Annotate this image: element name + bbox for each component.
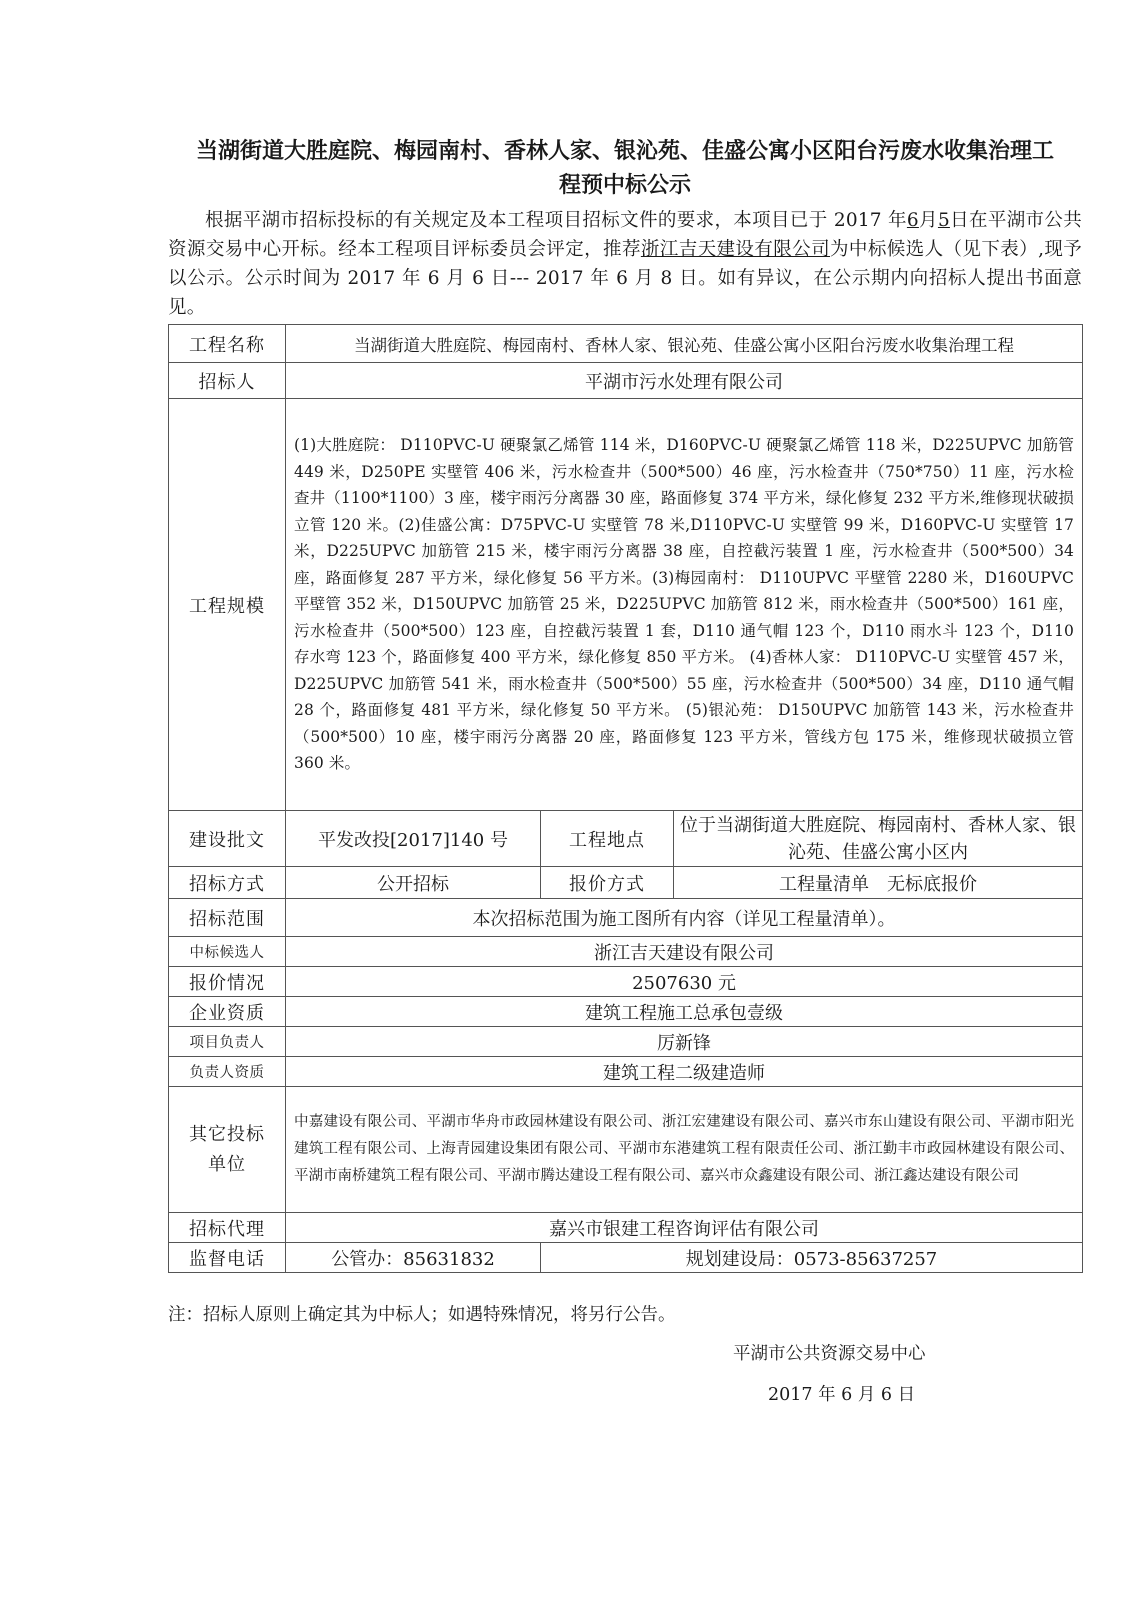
agent-value: 嘉兴市银建工程咨询评估有限公司 [286,1213,1083,1243]
price-label: 报价情况 [169,967,286,997]
row-price [169,967,1083,997]
intro-text-3: 日在平湖市公共资源交易中心开标。经本工程项目评标委员会评定，推荐 [168,210,1082,260]
other-bidders-label-2: 单位 [208,1153,246,1175]
project-name-value: 当湖街道大胜庭院、梅园南村、香林人家、银沁苑、佳盛公寓小区阳台污废水收集治理工程 [286,325,1083,363]
row-project-name [169,325,1083,363]
qualification-label: 企业资质 [169,997,286,1027]
title-line-1: 当湖街道大胜庭院、梅园南村、香林人家、银沁苑、佳盛公寓小区阳台污废水收集治理工 [195,138,1054,164]
scale-label: 工程规模 [169,399,286,811]
price-value: 2507630 元 [286,967,1083,997]
phone-label: 监督电话 [169,1243,286,1273]
intro-text-1: 根据平湖市招标投标的有关规定及本工程项目招标文件的要求，本项目已于 2017 年 [205,210,907,231]
row-qualification [169,997,1083,1027]
issue-date: 2017 年 6 月 6 日 [768,1385,916,1405]
location-label: 工程地点 [541,811,674,867]
open-month: 6 [906,210,919,231]
title-line-2: 程预中标公示 [558,172,691,198]
agent-label: 招标代理 [169,1213,286,1243]
row-manager-qualification [169,1057,1083,1087]
row-method [169,867,1083,899]
tenderer-value: 平湖市污水处理有限公司 [286,363,1083,399]
recommended-winner: 浙江吉天建设有限公司 [640,239,831,260]
notice-page [168,134,1082,1326]
scale-value: (1)大胜庭院： D110PVC-U 硬聚氯乙烯管 114 米，D160PVC-U 硬聚氯乙烯管 118 米，D225UPVC 加筋管 449 米，D250PE 实壁管 406 米，污水检查井（500*500）46 座，污水检查井（750*750）11 座，污水检查井（1100*1100）3 座，楼宇雨污分离器 30 座，路面修复 374 平方米，绿化修复 232 平方米,维修现状破损立管 120 米。(2)佳盛公寓：D75PVC-U 实壁管 78 米,D110PVC-U 实壁管 99 米，D160PVC-U 实壁管 17 米，D225UPVC 加筋管 215 米，楼宇雨污分离器 38 座，自控截污装置 1 座，污水检查井（500*500）34 座，路面修复 287 平方米，绿化修复 56 平方米。(3)梅园南村： D110UPVC 平壁管 2280 米，D160UPVC 平壁管 352 米，D150UPVC 加筋管 25 米，D225UPVC 加筋管 812 米，雨水检查井（500*500）161 座，污水检查井（500*500）123 座，自控截污装置 1 套，D110 通气帽 123 个，D110 雨水斗 123 个，D110 存水弯 123 个，路面修复 400 平方米，绿化修复 850 平方米。 (4)香林人家： D110PVC-U 实壁管 457 米，D225UPVC 加筋管 541 米，雨水检查井（500*500）55 座，污水检查井（500*500）34 座，D110 通气帽 28 个，路面修复 481 平方米，绿化修复 50 平方米。 (5)银沁苑： D150UPVC 加筋管 143 米，污水检查井（500*500）10 座，楼宇雨污分离器 20 座，路面修复 123 平方米，管线方包 175 米，维修现状破损立管 360 米。 [286,399,1083,811]
approval-label: 建设批文 [169,811,286,867]
footnote: 注：招标人原则上确定其为中标人；如遇特殊情况，将另行公告。 [168,1305,676,1325]
row-scale [169,399,1083,811]
range-label: 招标范围 [169,899,286,937]
qualification-value: 建筑工程施工总承包壹级 [286,997,1083,1027]
manager-label: 项目负责人 [169,1027,286,1057]
row-manager [169,1027,1083,1057]
tenderer-label: 招标人 [169,363,286,399]
manager-qualification-value: 建筑工程二级建造师 [286,1057,1083,1087]
phone-value-2: 规划建设局：0573-85637257 [541,1243,1083,1273]
row-phone [169,1243,1083,1273]
row-approval [169,811,1083,867]
open-day: 5 [937,210,950,231]
manager-qualification-label: 负责人资质 [169,1057,286,1087]
other-bidders-label-1: 其它投标 [189,1123,265,1145]
row-tenderer [169,363,1083,399]
manager-value: 厉新锋 [286,1027,1083,1057]
row-candidate [169,937,1083,967]
row-range [169,899,1083,937]
other-bidders-value: 中嘉建设有限公司、平湖市华舟市政园林建设有限公司、浙江宏建建设有限公司、嘉兴市东山建设有限公司、平湖市阳光建筑工程有限公司、上海青园建设集团有限公司、平湖市东港建筑工程有限责任公司、浙江勤丰市政园林建设有限公司、平湖市南桥建筑工程有限公司、平湖市腾达建设工程有限公司、嘉兴市众鑫建设有限公司、浙江鑫达建设有限公司 [286,1087,1083,1213]
row-agent [169,1213,1083,1243]
approval-value: 平发改投[2017]140 号 [286,811,541,867]
quote-label: 报价方式 [541,867,674,899]
quote-value: 工程量清单 无标底报价 [674,867,1083,899]
phone-value-1: 公管办：85631832 [286,1243,541,1273]
intro-text-4: 为中标候选人（见下表）,现予以公示。公示时间为 2017 年 6 月 6 日--- 2017 年 6 月 8 日。如有异议，在公示期内向招标人提出书面意见。 [168,239,1082,318]
method-label: 招标方式 [169,867,286,899]
notice-title [168,134,1082,202]
range-value: 本次招标范围为施工图所有内容（详见工程量清单）。 [286,899,1083,937]
location-value: 位于当湖街道大胜庭院、梅园南村、香林人家、银沁苑、佳盛公寓小区内 [674,811,1083,867]
issuer-signature: 平湖市公共资源交易中心 [733,1344,926,1364]
row-other-bidders [169,1087,1083,1213]
project-name-label: 工程名称 [169,325,286,363]
candidate-label: 中标候选人 [169,937,286,967]
method-value: 公开招标 [286,867,541,899]
candidate-value: 浙江吉天建设有限公司 [286,937,1083,967]
intro-paragraph [168,206,1082,322]
other-bidders-label [169,1087,286,1213]
bid-info-table [168,324,1083,1273]
intro-text-2: 月 [918,210,938,231]
